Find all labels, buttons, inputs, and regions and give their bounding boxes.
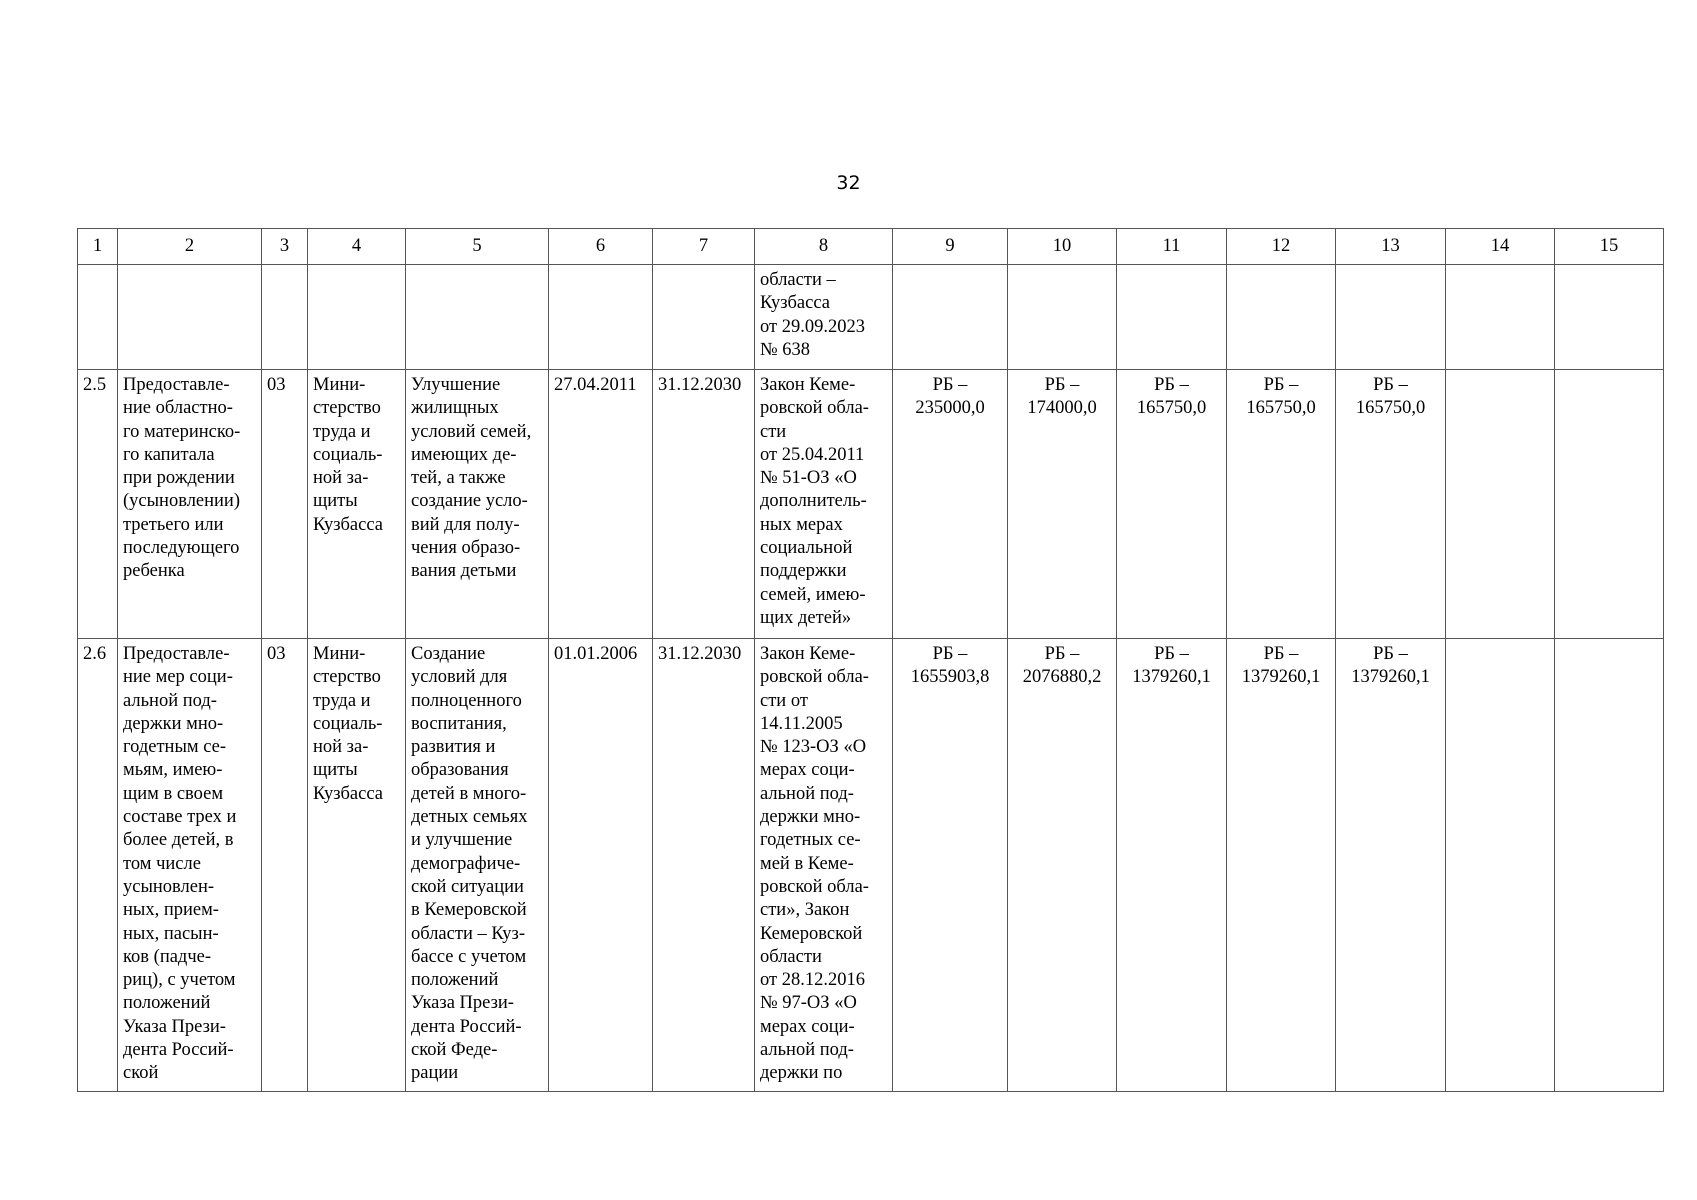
table-cell: 01.01.2006 [549, 639, 653, 1092]
table-cell: РБ – 1379260,1 [1336, 639, 1446, 1092]
table-cell: Улучшение жилищных условий семей, имеющих де- тей, а также создание усло- вий для полу- чения образо- вания детьми [406, 370, 549, 639]
column-header: 13 [1336, 229, 1446, 265]
table-cell [653, 265, 755, 370]
column-header: 7 [653, 229, 755, 265]
column-header: 5 [406, 229, 549, 265]
table-cell: Закон Кеме- ровской обла- сти от 14.11.2005 № 123-ОЗ «О мерах соци- альной под- держки мно- годетных се- мей в Кеме- ровской обла- сти», Закон Кемеровской области от 28.12.2016 № 97-ОЗ «О мерах соци- альной под- держки по [755, 639, 893, 1092]
table-cell: РБ – 1379260,1 [1227, 639, 1336, 1092]
table-cell: 2.5 [78, 370, 118, 639]
table-cell [549, 265, 653, 370]
column-header: 3 [262, 229, 308, 265]
table-row [78, 265, 1664, 370]
table-cell [1446, 370, 1555, 639]
page-number: 32 [836, 172, 861, 194]
column-header: 14 [1446, 229, 1555, 265]
table-cell [1008, 265, 1117, 370]
table-cell: Мини- стерство труда и социаль- ной за- щиты Кузбасса [308, 370, 406, 639]
table-cell: РБ – 1379260,1 [1117, 639, 1227, 1092]
table-cell [893, 265, 1008, 370]
column-header: 9 [893, 229, 1008, 265]
column-header: 6 [549, 229, 653, 265]
column-header: 2 [118, 229, 262, 265]
table-cell: 2.6 [78, 639, 118, 1092]
table-cell: 27.04.2011 [549, 370, 653, 639]
table-cell: 03 [262, 370, 308, 639]
table-row [78, 370, 1664, 639]
table-cell [1555, 370, 1664, 639]
table-cell: Предоставле- ние областно- го материнско- го капитала при рождении (усыновлении) третьего или последующего ребенка [118, 370, 262, 639]
table-cell: РБ – 1655903,8 [893, 639, 1008, 1092]
table-cell [308, 265, 406, 370]
table-cell [1446, 639, 1555, 1092]
table-cell: РБ – 165750,0 [1227, 370, 1336, 639]
table-cell: РБ – 165750,0 [1117, 370, 1227, 639]
table-cell: Создание условий для полноценного воспитания, развития и образования детей в много- детных семьях и улучшение демографиче- ской ситуации в Кемеровской области – Куз- бассе с учетом положений Указа Прези- дента Россий- ской Феде- рации [406, 639, 549, 1092]
column-header: 12 [1227, 229, 1336, 265]
table-cell [1117, 265, 1227, 370]
column-header: 4 [308, 229, 406, 265]
table-cell [118, 265, 262, 370]
table-cell: РБ – 2076880,2 [1008, 639, 1117, 1092]
table-row [78, 639, 1664, 1092]
table-cell: РБ – 174000,0 [1008, 370, 1117, 639]
column-header: 15 [1555, 229, 1664, 265]
column-header: 11 [1117, 229, 1227, 265]
table-cell: 03 [262, 639, 308, 1092]
column-header: 10 [1008, 229, 1117, 265]
table-cell: 31.12.2030 [653, 639, 755, 1092]
table-cell: Закон Кеме- ровской обла- сти от 25.04.2011 № 51-ОЗ «О дополнитель- ных мерах социальной поддержки семей, имею- щих детей» [755, 370, 893, 639]
table-cell [1227, 265, 1336, 370]
table-header-row [78, 229, 1664, 265]
table-cell: РБ – 235000,0 [893, 370, 1008, 639]
table-cell: 31.12.2030 [653, 370, 755, 639]
table-cell [406, 265, 549, 370]
table-cell [1446, 265, 1555, 370]
table-cell: области – Кузбасса от 29.09.2023 № 638 [755, 265, 893, 370]
table-cell [262, 265, 308, 370]
column-header: 8 [755, 229, 893, 265]
table-cell [1555, 265, 1664, 370]
table-cell: РБ – 165750,0 [1336, 370, 1446, 639]
table-cell [1555, 639, 1664, 1092]
program-measures-table [77, 228, 1664, 1092]
table-cell [78, 265, 118, 370]
column-header: 1 [78, 229, 118, 265]
table-cell [1336, 265, 1446, 370]
table-cell: Предоставле- ние мер соци- альной под- держки мно- годетным се- мьям, имею- щим в своем составе трех и более детей, в том числе усыновлен- ных, прием- ных, пасын- ков (падче- риц), с учетом положений Указа Прези- дента Россий- ской [118, 639, 262, 1092]
table-cell: Мини- стерство труда и социаль- ной за- щиты Кузбасса [308, 639, 406, 1092]
